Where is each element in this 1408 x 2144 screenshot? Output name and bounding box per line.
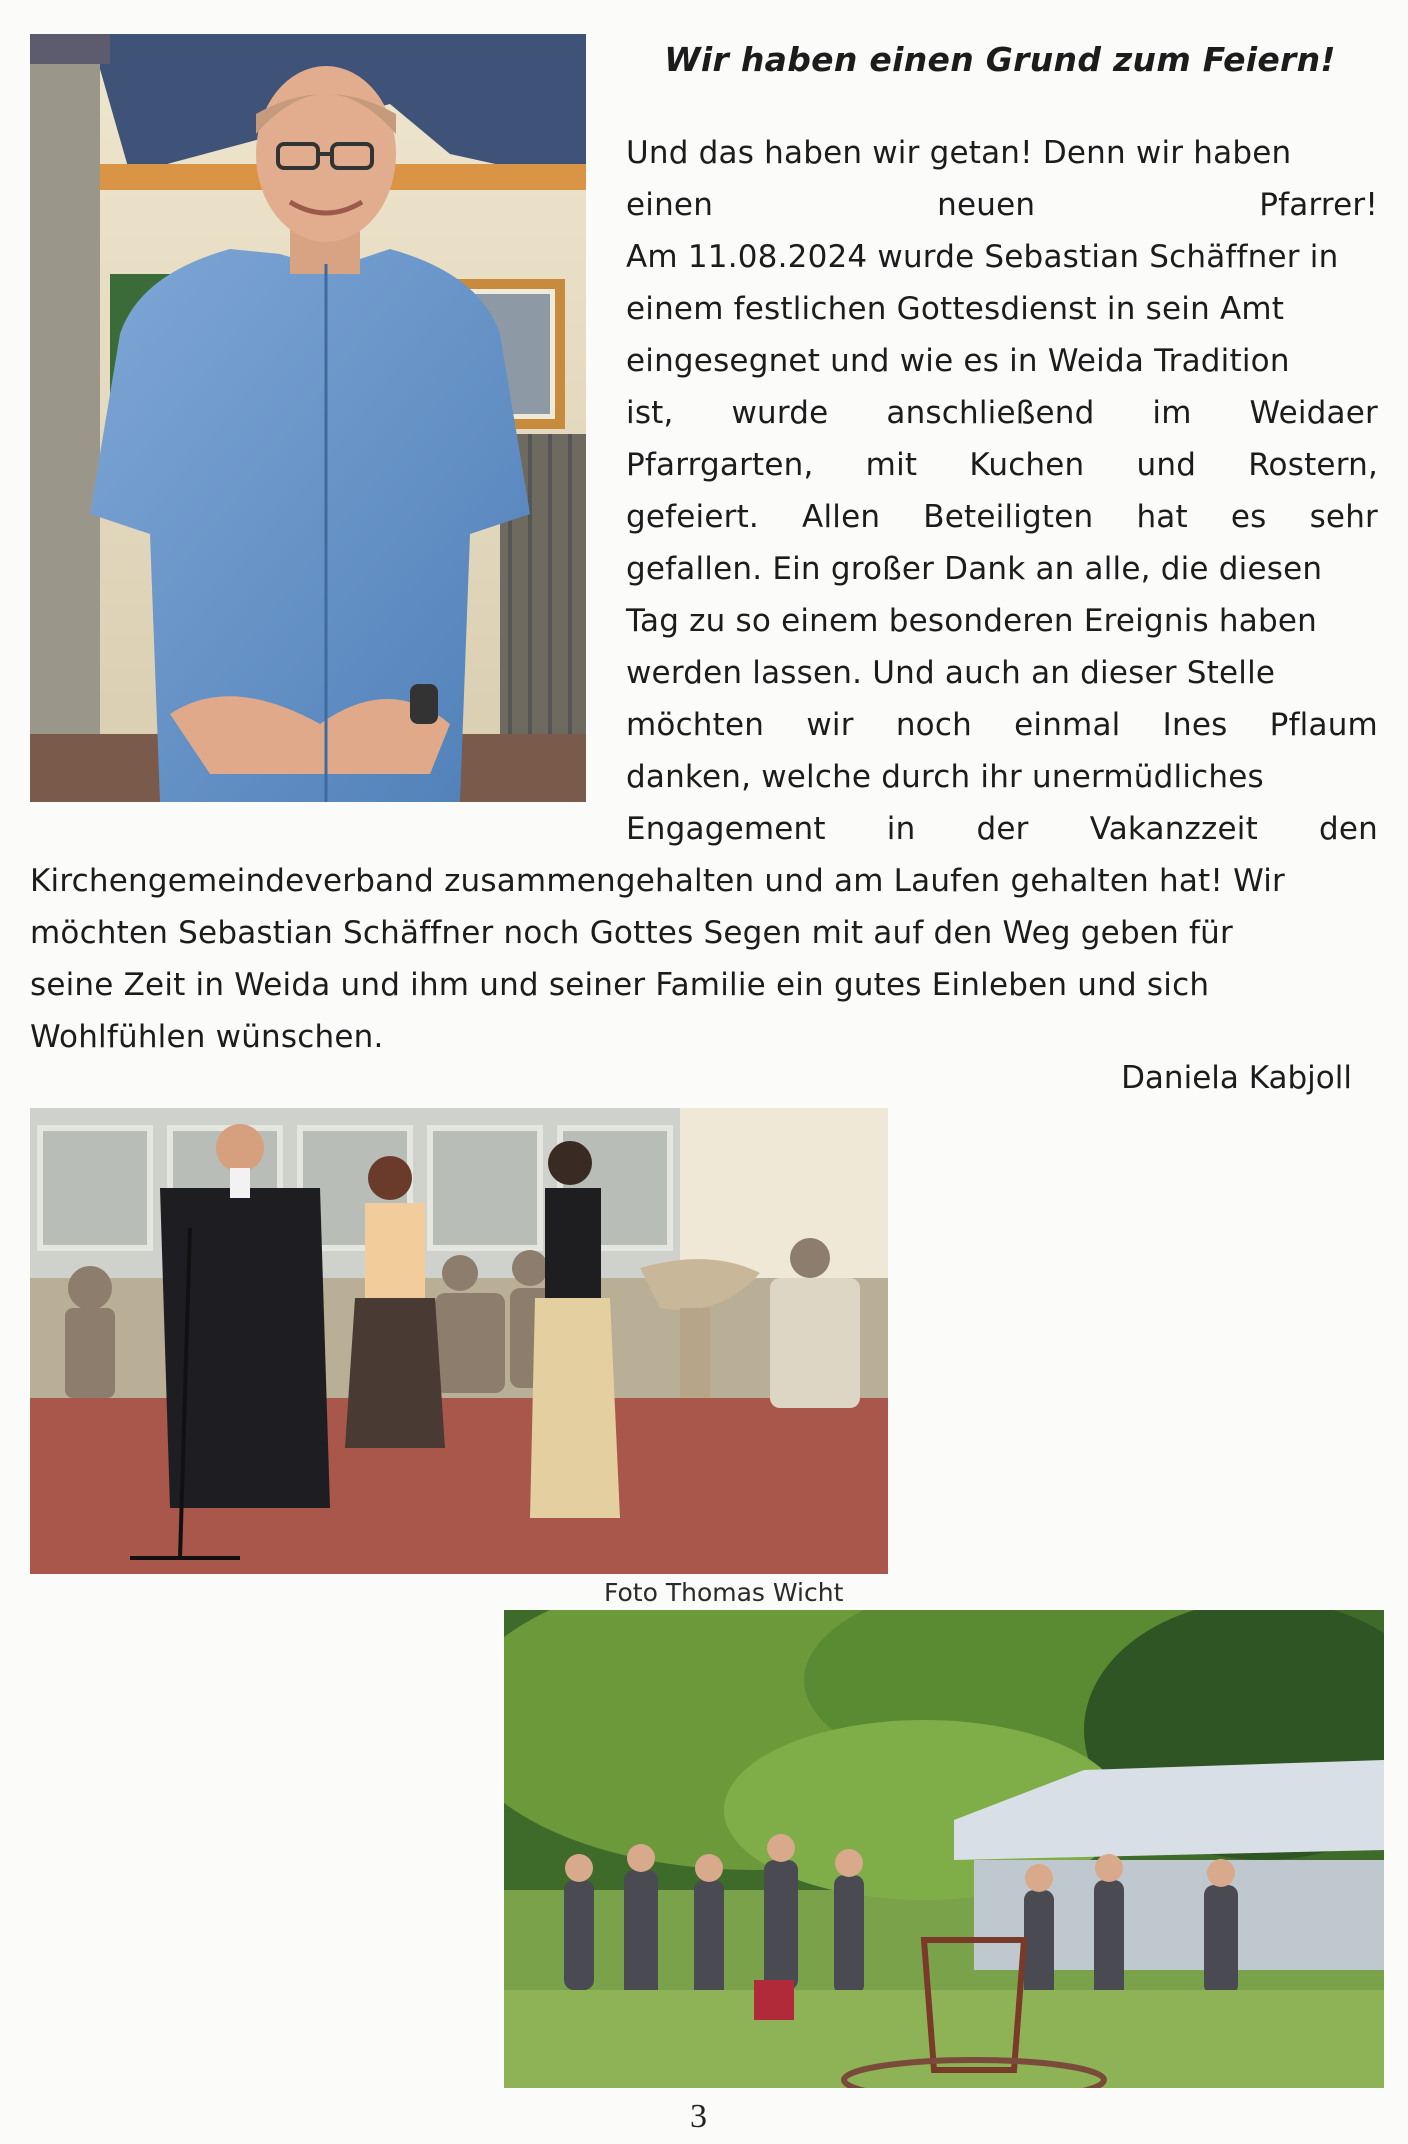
article-line: möchten wir noch einmal Ines Pflaum — [626, 707, 1378, 743]
article-line: Kirchengemeindeverband zusammengehalten und am Laufen gehalten hat! Wir — [30, 863, 1286, 899]
article-line: werden lassen. Und auch an dieser Stelle — [626, 655, 1276, 691]
photo-caption: Foto Thomas Wicht — [604, 1578, 844, 1607]
article-line: Tag zu so einem besonderen Ereignis haben — [626, 603, 1317, 639]
page-number: 3 — [690, 2098, 707, 2135]
article-line: gefallen. Ein großer Dank an alle, die diesen — [626, 551, 1323, 587]
article-line: Am 11.08.2024 wurde Sebastian Schäffner in — [626, 239, 1339, 275]
article-headline: Wir haben einen Grund zum Feiern! — [664, 40, 1336, 79]
article-line: gefeiert. Allen Beteiligten hat es sehr — [626, 499, 1378, 535]
pastor-portrait-photo — [30, 34, 586, 802]
article-line: Engagement in der Vakanzzeit den — [626, 811, 1378, 847]
article-line: eingesegnet und wie es in Weida Tradition — [626, 343, 1290, 379]
article-line: danken, welche durch ihr unermüdliches — [626, 759, 1264, 795]
ceremony-photo — [30, 1108, 888, 1574]
article-line: Pfarrgarten, mit Kuchen und Rostern, — [626, 447, 1378, 483]
article-line: Wohlfühlen wünschen. — [30, 1019, 384, 1055]
article-line: einem festlichen Gottesdienst in sein Amt — [626, 291, 1285, 327]
article-line: seine Zeit in Weida und ihm und seiner Familie ein gutes Einleben und sich — [30, 967, 1210, 1003]
article-line: Und das haben wir getan! Denn wir haben — [626, 135, 1292, 171]
article-line: ist, wurde anschließend im Weidaer — [626, 395, 1378, 431]
garden-celebration-photo — [504, 1610, 1384, 2088]
article-line: einen neuen Pfarrer! — [626, 187, 1378, 223]
article-signature: Daniela Kabjoll — [1121, 1060, 1352, 1096]
article-line: möchten Sebastian Schäffner noch Gottes Segen mit auf den Weg geben für — [30, 915, 1233, 951]
